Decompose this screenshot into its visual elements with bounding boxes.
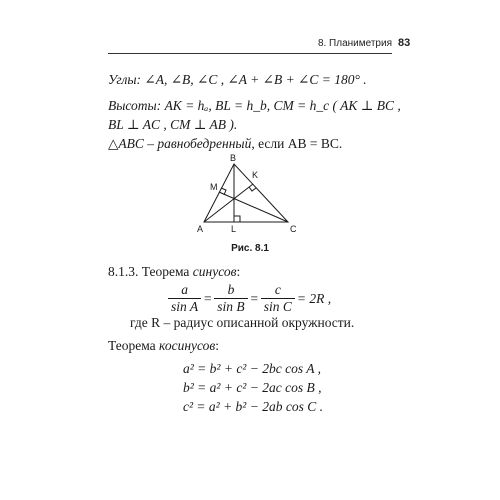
label-m: M bbox=[210, 182, 218, 192]
figure-caption: Рис. 8.1 bbox=[231, 243, 269, 254]
cosines-heading bbox=[108, 338, 219, 354]
heights-formula-1: AK = hₐ, BL = h_b, CM = h_c ( AK ⊥ BC , bbox=[161, 98, 401, 113]
fraction-c-sin-c bbox=[261, 282, 295, 315]
cosines-heading-suffix: : bbox=[215, 338, 220, 353]
frac1-denominator: sin A bbox=[171, 299, 199, 314]
frac2-numerator: b bbox=[214, 282, 247, 299]
fraction-a-sin-a bbox=[168, 282, 201, 315]
header-rule bbox=[108, 53, 392, 54]
right-angle-l bbox=[234, 216, 240, 222]
label-a: A bbox=[197, 224, 204, 234]
sines-heading-italic: синусов bbox=[192, 264, 237, 279]
label-k: K bbox=[252, 170, 259, 180]
label-l: L bbox=[231, 224, 237, 234]
label-c: C bbox=[290, 224, 297, 234]
isosceles-suffix: , если AB = BC. bbox=[251, 136, 343, 151]
angles-label: Углы: bbox=[108, 72, 142, 87]
cosine-equation-a: a² = b² + c² − 2bc cos A , bbox=[183, 361, 321, 376]
sines-heading-suffix: : bbox=[236, 264, 241, 279]
right-angle-k bbox=[249, 187, 256, 191]
sines-heading-prefix: 8.1.3. Теорема bbox=[108, 264, 193, 279]
heights-line-1 bbox=[108, 98, 401, 114]
triangle-figure bbox=[190, 150, 310, 240]
sines-heading bbox=[108, 264, 240, 280]
cosine-equation-c: c² = a² + b² − 2ab cos C . bbox=[183, 399, 323, 414]
equals-sign-2: = bbox=[249, 290, 259, 306]
label-b: B bbox=[230, 153, 237, 163]
isosceles-dash: – bbox=[143, 136, 158, 151]
cosines-heading-prefix: Теорема bbox=[108, 338, 160, 353]
height-cm bbox=[219, 192, 288, 222]
page-number: 83 bbox=[398, 37, 411, 49]
cosine-equation-b: b² = a² + c² − 2ac cos B , bbox=[183, 380, 322, 395]
heights-label: Высоты: bbox=[108, 98, 162, 113]
sines-result: = 2R , bbox=[296, 290, 332, 306]
page-header bbox=[0, 0, 500, 60]
frac3-denominator: sin C bbox=[263, 299, 292, 314]
law-of-sines-formula bbox=[168, 282, 333, 315]
frac3-numerator: c bbox=[261, 282, 295, 299]
frac1-numerator: a bbox=[168, 282, 201, 299]
fraction-b-sin-b bbox=[214, 282, 247, 315]
heights-line-2: BL ⊥ AC , CM ⊥ AB ). bbox=[108, 117, 238, 132]
isosceles-word: равнобедренный bbox=[157, 136, 252, 151]
cosines-heading-italic: косинусов bbox=[159, 338, 216, 353]
section-title: 8. Планиметрия bbox=[317, 38, 392, 49]
frac2-denominator: sin B bbox=[217, 299, 245, 314]
angles-line bbox=[108, 72, 367, 88]
triangle-abc bbox=[204, 164, 288, 222]
angles-formula: ∠A, ∠B, ∠C , ∠A + ∠B + ∠C = 180° . bbox=[141, 72, 367, 87]
sines-note: где R – радиус описанной окружности. bbox=[130, 315, 355, 330]
equals-sign-1: = bbox=[203, 290, 213, 306]
isosceles-prefix: △ABC bbox=[108, 136, 144, 151]
